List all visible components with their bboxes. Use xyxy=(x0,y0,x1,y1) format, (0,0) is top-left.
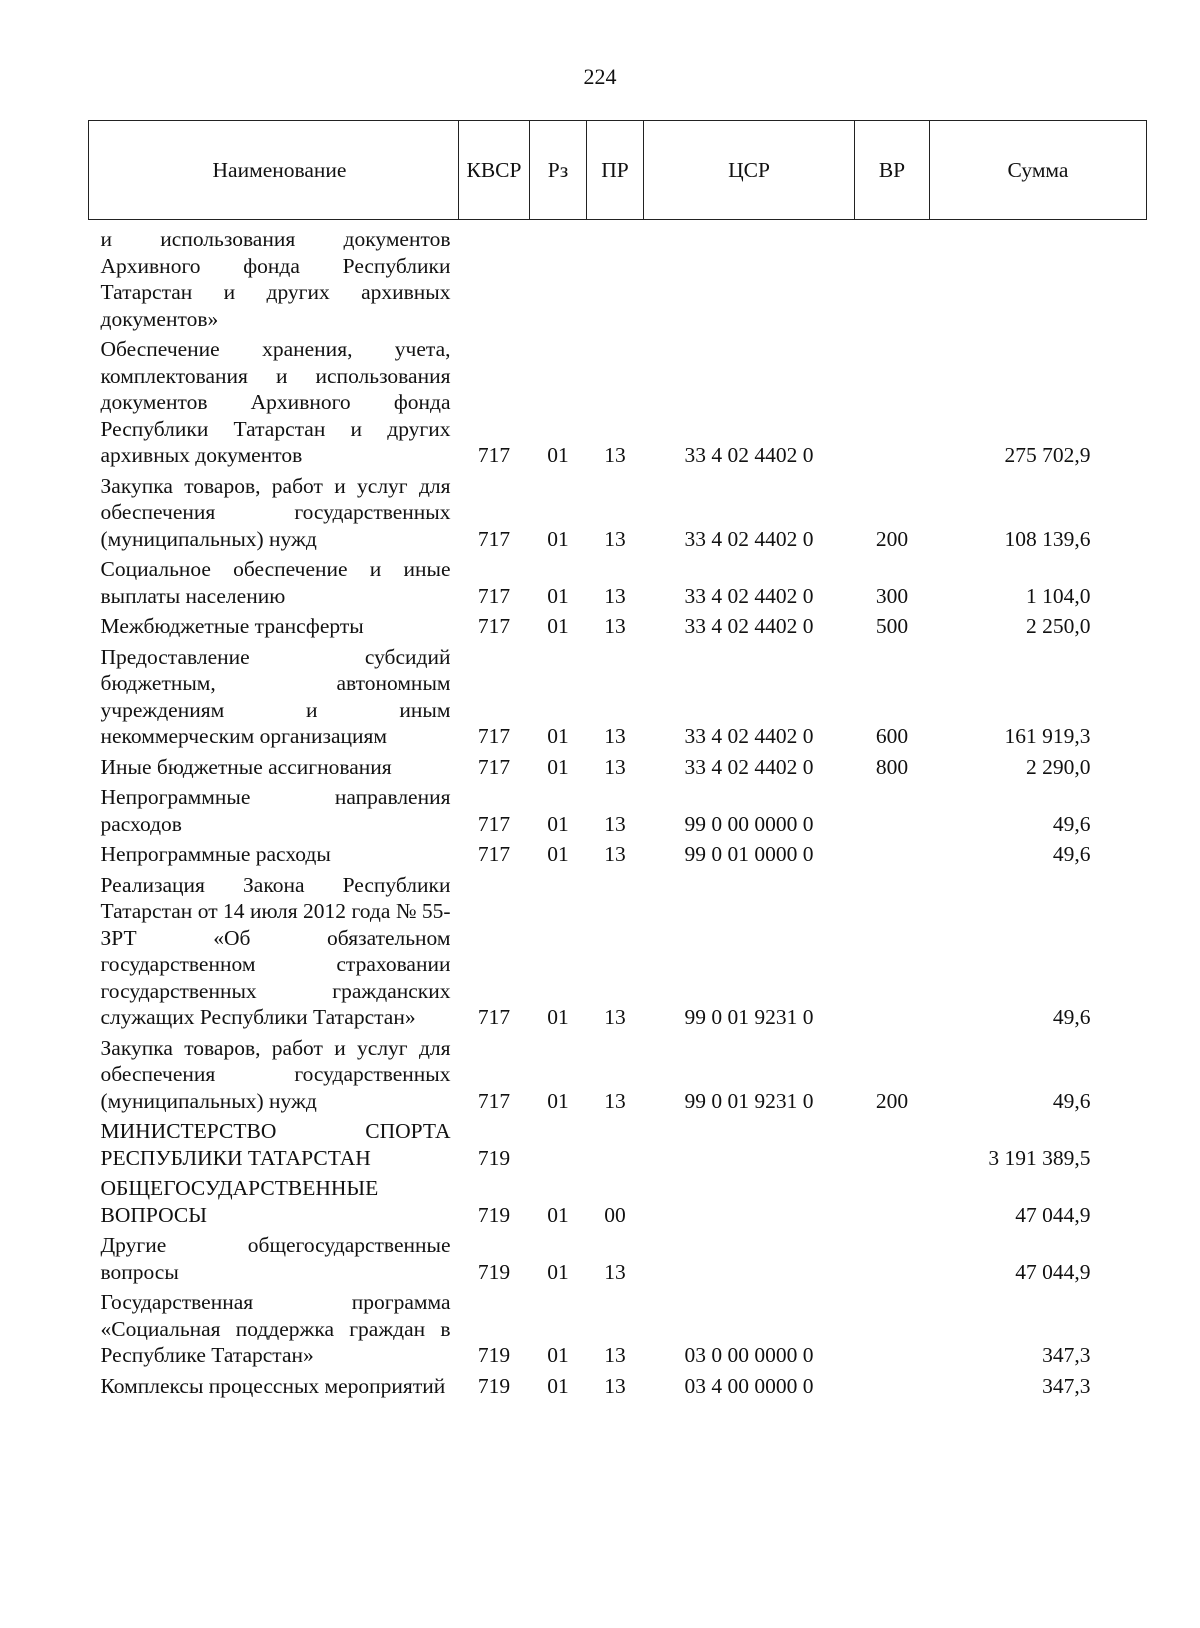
row-rz: 01 xyxy=(547,1259,569,1284)
row-pr: 13 xyxy=(604,614,626,638)
row-csr xyxy=(644,1116,855,1173)
row-csr: 99 0 01 9231 0 xyxy=(684,1088,814,1113)
header-pr: ПР xyxy=(587,121,644,220)
row-kvsr: 717 xyxy=(477,754,511,779)
row-csr: 33 4 02 4402 0 xyxy=(684,614,814,638)
row-name: Обеспечение хранения, учета, комплектования и использования документов Архивного фонда Республики Татарстан и других архивных документов xyxy=(100,337,451,467)
row-kvsr: 719 xyxy=(477,1259,511,1284)
row-kvsr: 719 xyxy=(477,1373,511,1398)
row-name: Предоставление субсидий бюджетным, автономным учреждениям и иным некоммерческим организациям xyxy=(100,644,451,748)
row-csr: 03 0 00 0000 0 xyxy=(684,1343,814,1367)
row-vr: 800 xyxy=(875,754,909,779)
row-name: Иные бюджетные ассигнования xyxy=(100,754,392,779)
row-rz: 01 xyxy=(547,614,569,638)
row-pr: 13 xyxy=(604,443,626,467)
header-csr: ЦСР xyxy=(644,121,855,220)
row-rz: 01 xyxy=(547,724,569,748)
row-pr: 13 xyxy=(604,842,626,866)
row-name: Закупка товаров, работ и услуг для обеспечения государственных (муниципальных) нужд xyxy=(100,473,451,551)
row-csr xyxy=(644,220,855,335)
row-vr: 300 xyxy=(875,583,909,608)
row-kvsr: 719 xyxy=(477,1202,511,1227)
table-row xyxy=(89,554,1147,611)
row-vr xyxy=(855,1116,930,1173)
row-name: ОБЩЕГОСУДАРСТВЕННЫЕ ВОПРОСЫ xyxy=(100,1176,379,1227)
row-pr: 13 xyxy=(604,1343,626,1367)
row-name: Социальное обеспечение и иные выплаты населению xyxy=(100,557,451,608)
row-kvsr: 717 xyxy=(477,1088,511,1113)
row-pr xyxy=(587,1116,644,1173)
row-rz: 01 xyxy=(547,583,569,608)
table-row xyxy=(89,782,1147,839)
row-pr: 13 xyxy=(604,583,626,608)
table-row xyxy=(89,1033,1147,1117)
row-vr xyxy=(855,220,930,335)
row-name: Другие общегосударственные вопросы xyxy=(100,1233,451,1284)
row-sum: 3 191 389,5 xyxy=(988,1145,1091,1170)
table-row xyxy=(89,752,1147,783)
row-csr: 33 4 02 4402 0 xyxy=(684,724,814,748)
table-row xyxy=(89,870,1147,1033)
row-kvsr: 719 xyxy=(477,1145,511,1170)
row-csr: 33 4 02 4402 0 xyxy=(684,583,814,608)
table-row xyxy=(89,1116,1147,1173)
table-row xyxy=(89,839,1147,870)
row-name: МИНИСТЕРСТВО СПОРТА РЕСПУБЛИКИ ТАТАРСТАН xyxy=(100,1119,451,1170)
row-sum: 49,6 xyxy=(1052,1005,1091,1029)
row-kvsr xyxy=(459,220,530,335)
row-name: Комплексы процессных мероприятий xyxy=(100,1373,446,1398)
row-csr xyxy=(644,1230,855,1287)
row-sum: 47 044,9 xyxy=(1015,1202,1091,1227)
row-sum: 2 290,0 xyxy=(1026,754,1091,779)
row-csr xyxy=(644,1173,855,1230)
row-kvsr: 717 xyxy=(477,583,511,608)
row-kvsr: 717 xyxy=(477,526,511,551)
row-sum: 108 139,6 xyxy=(1004,526,1091,551)
row-sum: 49,6 xyxy=(1052,811,1091,836)
row-rz: 01 xyxy=(547,526,569,551)
row-name: Реализация Закона Республики Татарстан от 14 июля 2012 года № 55-ЗРТ «Об обязательном государственном страховании государственных гражданских служащих Республики Татарстан» xyxy=(100,872,451,1029)
row-vr: 200 xyxy=(875,1088,909,1113)
table-header xyxy=(89,121,1147,220)
row-sum xyxy=(930,220,1147,335)
row-rz xyxy=(530,220,587,335)
row-pr: 13 xyxy=(604,526,626,551)
row-sum: 161 919,3 xyxy=(1004,724,1091,748)
row-kvsr: 717 xyxy=(477,614,511,638)
row-sum: 347,3 xyxy=(1042,1343,1091,1367)
row-rz: 01 xyxy=(547,1088,569,1113)
row-csr: 33 4 02 4402 0 xyxy=(684,526,814,551)
header-kvsr: КВСР xyxy=(459,121,530,220)
row-rz xyxy=(530,1116,587,1173)
row-name: Межбюджетные трансферты xyxy=(100,614,364,638)
row-rz: 01 xyxy=(547,443,569,467)
table-row xyxy=(89,611,1147,642)
row-vr: 200 xyxy=(875,526,909,551)
row-pr: 13 xyxy=(604,1005,626,1029)
row-sum: 49,6 xyxy=(1052,842,1091,866)
header-sum: Сумма xyxy=(930,121,1147,220)
row-kvsr: 717 xyxy=(477,811,511,836)
header-vr: ВР xyxy=(855,121,930,220)
row-rz: 01 xyxy=(547,1343,569,1367)
row-pr: 13 xyxy=(604,754,626,779)
table-row xyxy=(89,471,1147,555)
row-sum: 347,3 xyxy=(1042,1373,1091,1398)
row-csr: 99 0 01 0000 0 xyxy=(684,842,814,866)
table-row xyxy=(89,334,1147,471)
row-kvsr: 717 xyxy=(477,724,511,748)
row-vr xyxy=(855,782,930,839)
row-rz: 01 xyxy=(547,754,569,779)
row-vr: 500 xyxy=(875,614,909,638)
row-csr: 99 0 01 9231 0 xyxy=(684,1005,814,1029)
budget-table xyxy=(88,120,1147,1401)
table-row xyxy=(89,1287,1147,1371)
row-name: Закупка товаров, работ и услуг для обеспечения государственных (муниципальных) нужд xyxy=(100,1035,451,1113)
header-name: Наименование xyxy=(89,121,459,220)
table-row xyxy=(89,1371,1147,1402)
row-name: Непрограммные направления расходов xyxy=(100,785,451,836)
row-vr xyxy=(855,1287,930,1371)
header-rz: Рз xyxy=(530,121,587,220)
row-sum: 47 044,9 xyxy=(1015,1259,1091,1284)
row-csr: 33 4 02 4402 0 xyxy=(684,754,814,779)
row-name: Государственная программа «Социальная поддержка граждан в Республике Татарстан» xyxy=(100,1290,451,1367)
row-sum: 2 250,0 xyxy=(1026,614,1091,638)
table-row xyxy=(89,220,1147,335)
row-rz: 01 xyxy=(547,811,569,836)
row-pr: 13 xyxy=(604,1088,626,1113)
row-csr: 99 0 00 0000 0 xyxy=(684,811,814,836)
table-row xyxy=(89,1230,1147,1287)
row-rz: 01 xyxy=(547,1202,569,1227)
row-pr: 13 xyxy=(604,1373,626,1398)
row-sum: 275 702,9 xyxy=(1004,443,1091,467)
row-vr xyxy=(855,1230,930,1287)
row-rz: 01 xyxy=(547,842,569,866)
row-kvsr: 719 xyxy=(477,1343,511,1367)
row-vr: 600 xyxy=(875,724,909,748)
row-vr xyxy=(855,334,930,471)
page-number: 224 xyxy=(583,64,617,89)
row-pr: 13 xyxy=(604,1259,626,1284)
row-rz: 01 xyxy=(547,1005,569,1029)
table-body xyxy=(89,220,1147,1402)
row-pr xyxy=(587,220,644,335)
row-name: и использования документов Архивного фонда Республики Татарстан и других архивных документов» xyxy=(100,227,451,331)
row-vr xyxy=(855,870,930,1033)
row-kvsr: 717 xyxy=(477,842,511,866)
row-csr: 33 4 02 4402 0 xyxy=(684,443,814,467)
row-rz: 01 xyxy=(547,1373,569,1398)
row-csr: 03 4 00 0000 0 xyxy=(684,1373,814,1398)
row-pr: 13 xyxy=(604,811,626,836)
table-row xyxy=(89,642,1147,752)
row-name: Непрограммные расходы xyxy=(100,842,331,866)
row-vr xyxy=(855,1173,930,1230)
row-vr xyxy=(855,839,930,870)
table-row xyxy=(89,1173,1147,1230)
row-pr: 00 xyxy=(604,1202,626,1227)
row-pr: 13 xyxy=(604,724,626,748)
row-vr xyxy=(855,1371,930,1402)
row-kvsr: 717 xyxy=(477,443,511,467)
row-sum: 49,6 xyxy=(1052,1088,1091,1113)
row-kvsr: 717 xyxy=(477,1005,511,1029)
row-sum: 1 104,0 xyxy=(1026,583,1091,608)
